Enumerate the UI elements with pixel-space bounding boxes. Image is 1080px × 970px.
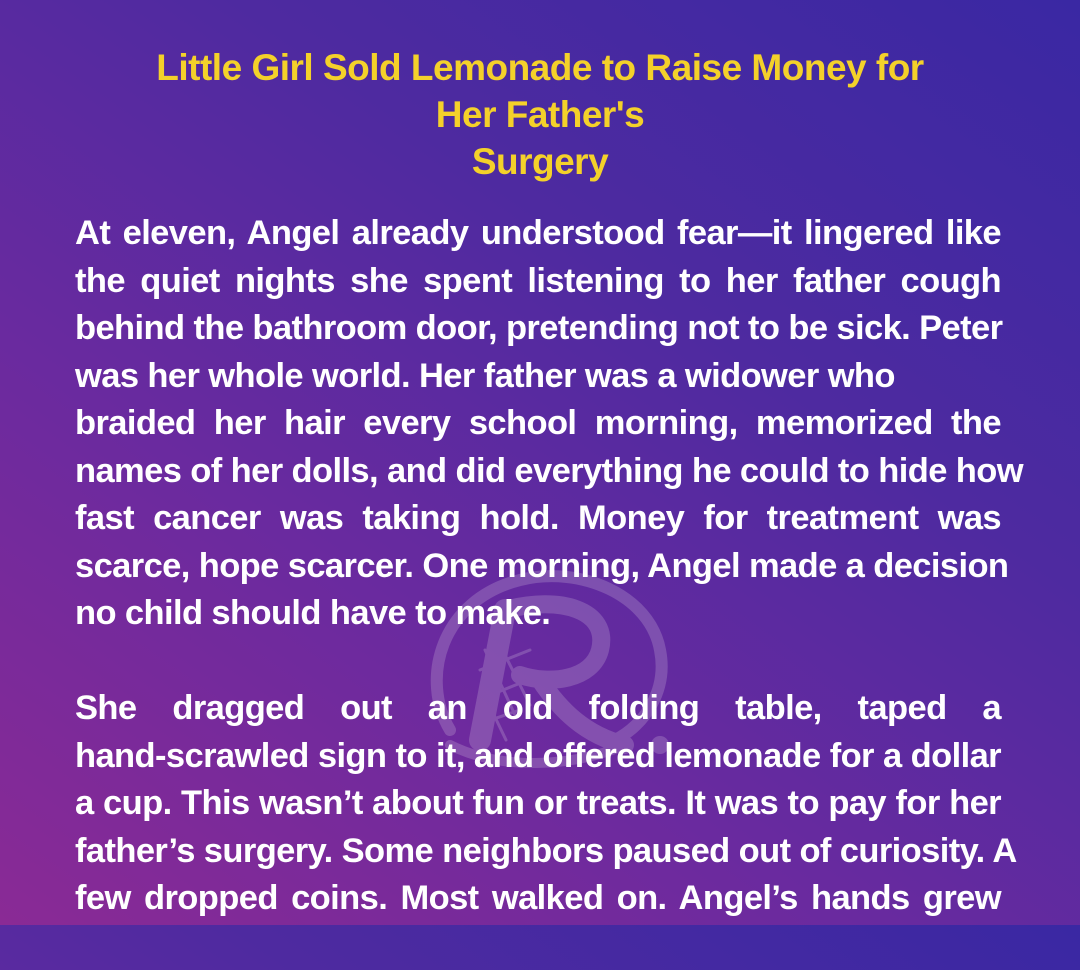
story-title bbox=[0, 44, 1080, 185]
story-line: At eleven, Angel already understood fear—it lingered like bbox=[75, 214, 1001, 252]
title-line-3: Surgery bbox=[471, 141, 609, 182]
story-line: She dragged out an old folding table, taped a bbox=[75, 689, 1001, 727]
story-line: scarce, hope scarcer. One morning, Angel made a decision bbox=[75, 546, 1009, 585]
story-line: few dropped coins. Most walked on. Angel’s hands grew bbox=[75, 879, 1001, 917]
story-line: hand-scrawled sign to it, and offered lemonade for a dollar bbox=[75, 736, 1001, 775]
title-line-1: Little Girl Sold Lemonade to Raise Money for bbox=[156, 47, 924, 88]
story-line: a cup. This wasn’t about fun or treats. It was to pay for her bbox=[75, 784, 1001, 822]
story-line: father’s surgery. Some neighbors paused out of curiosity. A bbox=[75, 831, 1017, 870]
story-line: names of her dolls, and did everything he could to hide how bbox=[75, 451, 1023, 490]
story-paragraph-2 bbox=[75, 685, 1017, 923]
story-line: behind the bathroom door, pretending not to be sick. Peter bbox=[75, 309, 1003, 347]
story-line: braided her hair every school morning, memorized the bbox=[75, 404, 1001, 442]
story-body bbox=[75, 210, 1023, 970]
story-line: the quiet nights she spent listening to her father cough bbox=[75, 261, 1001, 300]
story-line: was her whole world. Her father was a widower who bbox=[75, 356, 895, 395]
story-line: no child should have to make. bbox=[75, 594, 551, 632]
title-line-2: Her Father's bbox=[435, 94, 645, 135]
story-line: fast cancer was taking hold. Money for treatment was bbox=[75, 499, 1001, 537]
story-paragraph-1 bbox=[75, 210, 1023, 638]
